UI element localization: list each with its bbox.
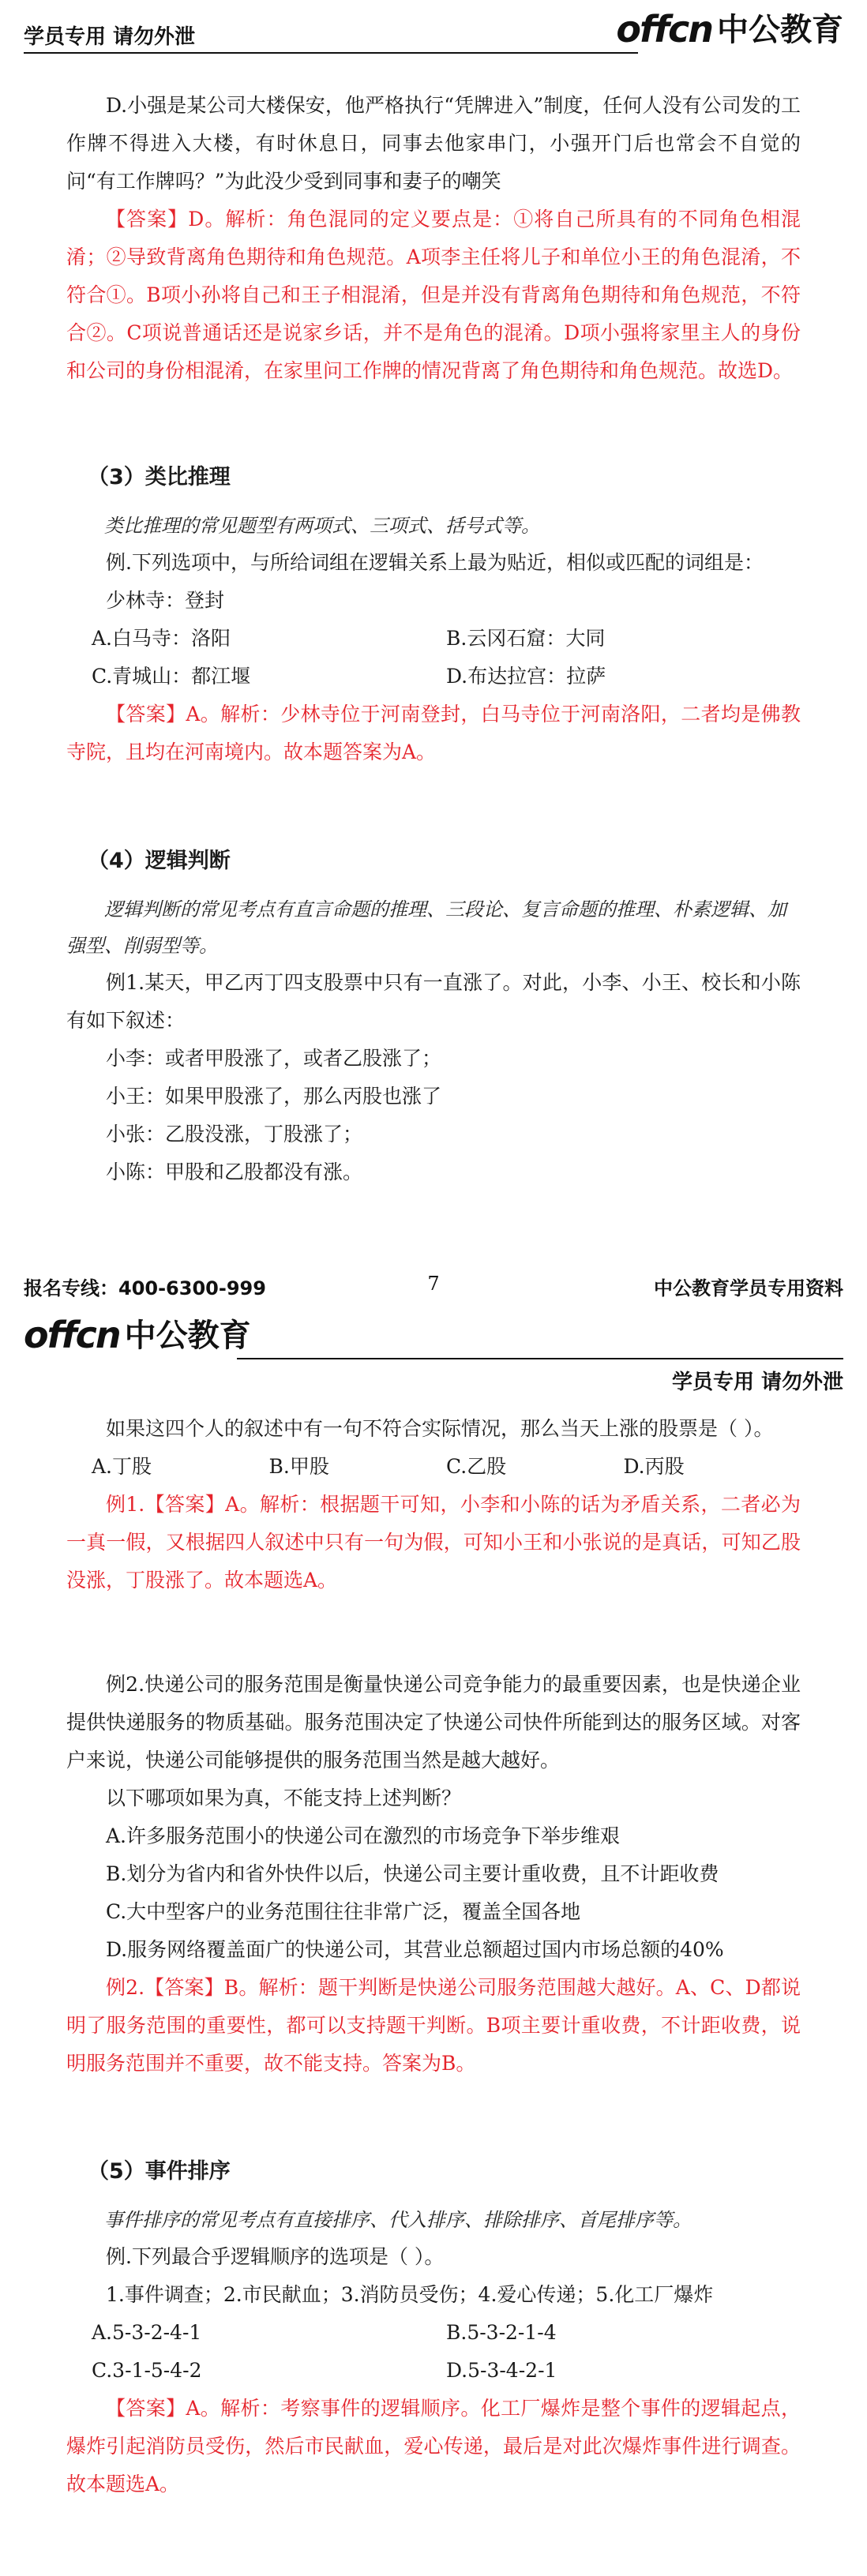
question-1-block [66,1410,801,1599]
page-header [0,0,867,63]
option-d-text: D.小强是某公司大楼保安，他严格执行“凭牌进入”制度，任何人没有公司发的工作牌不得进入大楼，有时休息日，同事去他家串门，小强开门后也常会不自觉的问“有工作牌吗？”为此没少受到同事和妻子的嘲笑 [66,94,801,193]
answer-example-2: 例2.【答案】B。解析：题干判断是快递公司服务范围越大越好。A、C、D都说明了服务范围的重要性，都可以支持题干判断。B项主要计重收费，不计距收费，说明服务范围并不重要，故不能支持。答案为B。 [66,1976,801,2075]
event-list: 1.事件调查；2.市民献血；3.消防员受伤；4.爱心传递；5.化工厂爆炸 [106,2283,714,2306]
example-2-text: 例2.快递公司的服务范围是衡量快递公司竞争能力的最重要因素，也是快递企业提供快递服务的物质基础。服务范围决定了快递公司快件所能到达的服务区域。对客户来说，快递公司能够提供的服务范围当然是越大越好。 [66,1673,801,1772]
option-b: B.划分为省内和省外快件以后，快递公司主要计重收费，且不计距收费 [106,1862,719,1885]
page-header-2 [0,1312,867,1394]
section-title-logic: （4）逻辑判断 [88,849,231,873]
option-b: B.甲股 [268,1455,329,1478]
logo-cn-text: 中公教育 [717,12,843,48]
option-b: B.5-3-2-1-4 [446,2321,557,2344]
option-a: A.5-3-2-4-1 [92,2321,202,2344]
section-event-order [66,2154,801,2503]
example-1-text: 例1.某天，甲乙丙丁四支股票中只有一直涨了。对此，小李、小王、校长和小陈有如下叙述： [66,971,801,1032]
page-footer [24,1273,843,1299]
question-1-options [66,1448,801,1486]
section-note-analogy: 类比推理的常见题型有两项式、三项式、括号式等。 [104,515,540,537]
offcn-logo [616,8,843,51]
option-c: C.3-1-5-4-2 [92,2359,202,2382]
logo-en-text: offcn [24,1314,120,1356]
header-rule [24,52,638,54]
footer-right-text: 中公教育学员专用资料 [654,1277,843,1299]
option-list [66,2314,801,2390]
header-label: 学员专用 请勿外泄 [24,25,196,49]
option-c: C.青城山：都江堰 [92,665,251,688]
option-list [66,620,801,696]
option-d-block [66,87,801,390]
logo-cn-text: 中公教育 [124,1318,251,1354]
example-question: 例.下列选项中，与所给词组在逻辑关系上最为贴近，相似或匹配的词组是： [106,551,764,574]
option-d: D.服务网络覆盖面广的快递公司，其营业总额超过国内市场总额的40% [106,1938,724,1961]
option-b: B.云冈石窟：大同 [446,627,606,650]
footer-hotline: 报名专线：400-6300-999 [24,1277,266,1299]
document-page-2 [0,1312,867,2576]
answer-analogy: 【答案】A。解析：少林寺位于河南登封，白马寺位于河南洛阳，二者均是佛教寺院，且均在河南境内。故本题答案为A。 [66,703,801,763]
option-c: C.乙股 [446,1455,507,1478]
header-label: 学员专用 请勿外泄 [671,1370,843,1394]
example-question: 例.下列最合乎逻辑顺序的选项是（ ）。 [106,2245,445,2268]
offcn-logo-2 [24,1314,251,1356]
answer-role-confusion: 【答案】D。解析：角色混同的定义要点是：①将自己所具有的不同角色相混淆；②导致背离角色期待和角色规范。A项李主任将儿子和单位小王的角色混淆，不符合①。B项小孙将自己和王子相混淆，但是并没有背离角色期待和角色规范，不符合②。C项说普通话还是说家乡话，并不是角色的混淆。D项小强将家里主人的身份和公司的身份相混淆，在家里问工作牌的情况背离了角色期待和角色规范。故选D。 [66,208,801,382]
section-note-event-order: 事件排序的常见考点有直接排序、代入排序、排除排序、首尾排序等。 [104,2209,692,2231]
option-d: D.丙股 [623,1455,685,1478]
option-d: D.布达拉宫：拉萨 [446,665,606,688]
example-stem: 少林寺：登封 [106,589,225,612]
option-c: C.大中型客户的业务范围往往非常广泛，覆盖全国各地 [106,1900,581,1923]
option-a: A.许多服务范围小的快递公司在激烈的市场竞争下举步维艰 [106,1824,621,1847]
logo-en-text: offcn [616,8,712,51]
statement-xiaochen: 小陈：甲股和乙股都没有涨。 [106,1161,363,1183]
header-rule [237,1358,843,1359]
question-1-text: 如果这四个人的叙述中有一句不符合实际情况，那么当天上涨的股票是（ ）。 [106,1417,774,1440]
option-a: A.丁股 [92,1455,152,1478]
statement-xiaozhang: 小张：乙股没涨，丁股涨了； [106,1123,363,1146]
section-analogy [66,459,801,771]
statement-xiaoli: 小李：或者甲股涨了，或者乙股涨了； [106,1047,442,1070]
page-number: 7 [427,1273,440,1295]
answer-example-1: 例1.【答案】A。解析：根据题干可知，小李和小陈的话为矛盾关系，二者必为一真一假，又根据四人叙述中只有一句为假，可知小王和小张说的是真话，可知乙股没涨，丁股涨了。故本题选A。 [66,1493,801,1592]
answer-event-order: 【答案】A。解析：考察事件的逻辑顺序。化工厂爆炸是整个事件的逻辑起点，爆炸引起消防员受伤，然后市民献血，爱心传递，最后是对此次爆炸事件进行调查。故本题选A。 [66,2397,801,2495]
section-logic [66,843,801,1191]
example-2-block [66,1666,801,2083]
option-a: A.白马寺：洛阳 [92,627,231,650]
statement-xiaowang: 小王：如果甲股涨了，那么丙股也涨了 [106,1085,442,1108]
section-note-logic: 逻辑判断的常见考点有直言命题的推理、三段论、复言命题的推理、朴素逻辑、加强型、削弱型等。 [66,898,786,957]
section-title-event-order: （5）事件排序 [88,2159,231,2184]
section-title-analogy: （3）类比推理 [88,465,231,489]
question-2-text: 以下哪项如果为真，不能支持上述判断？ [106,1787,462,1809]
option-d: D.5-3-4-2-1 [446,2359,557,2382]
